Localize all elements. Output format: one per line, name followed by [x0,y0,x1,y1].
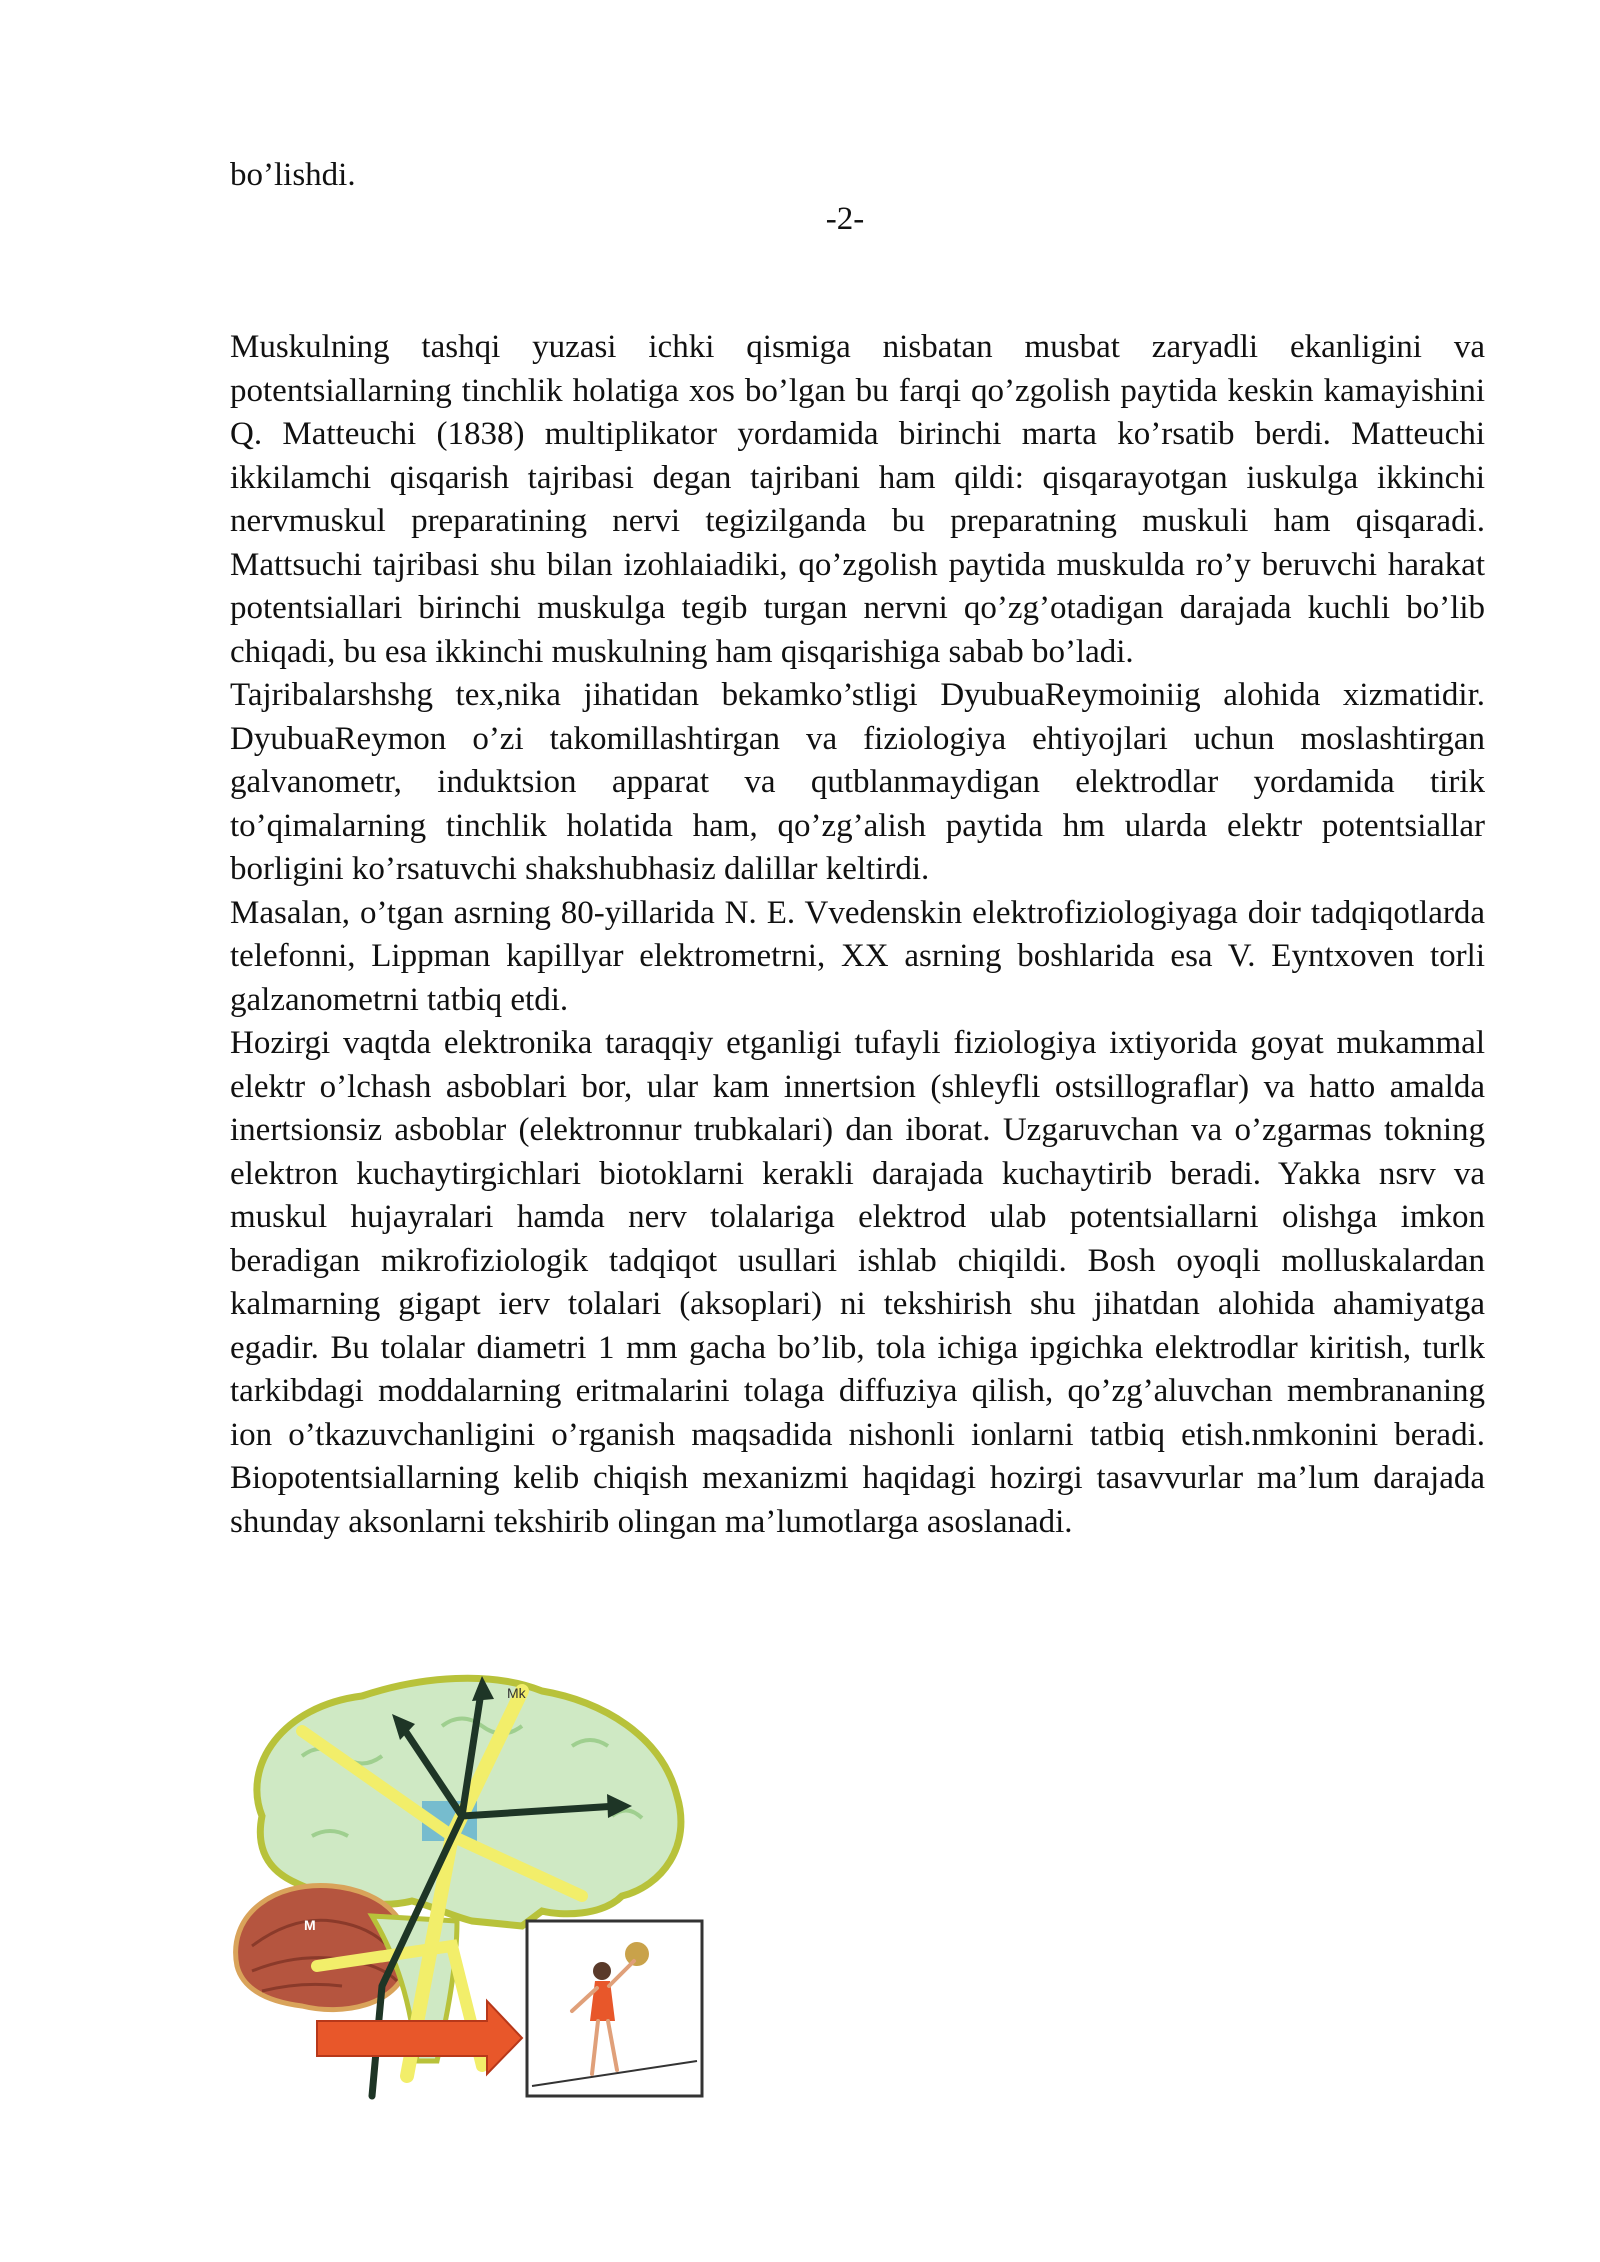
body-text [230,326,1485,1544]
paragraph-dyubua-reymon: Tajribalarshshg tex,nika jihatidan bekamko’stligi DyubuaReymoiniig alohida xizmatidir. DyubuaReymon o’zi takomillashtirgan va fiziologiya ehtiyojlari uchun moslashtirgan galvanometr, induktsion apparat va qutblanmaydigan elektrodlar yordamida tirik to’qimalarning tinchlik holatida ham, qo’zg’alish paytida hm ularda elektr potentsiallar borligini ko’rsatuvchi shakshubhasiz dalillar keltirdi. [230,677,1485,887]
figure-label-top: Mk [507,1685,526,1701]
inset-frame [527,1921,702,2096]
paragraph-vvedenskin: Masalan, o’tgan asrning 80-yillarida N. E. Vvedenskin elektrofiziologiyaga doir tadqiqotlarda telefonni, Lippman kapillyar elektrometrni, XX asrning boshlarida esa V. Eyntxoven torli galzanometrni tatbiq etdi. [230,894,1485,1018]
paragraph-modern-methods: Hozirgi vaqtda elektronika taraqqiy etganligi tufayli fiziologiya ixtiyorida goyat mukammal elektr o’lchash asboblari bor, ular kam innertsion (shleyfli ostsillograflar) va hatto amalda inertsionsiz asboblar (elektronnur trubkalari) dan iborat. Uzgaruvchan va o’zgarmas tokning elektron kuchaytirgichlari biotoklarni kerakli darajada kuchaytirib beradi. Yakka nsrv va muskul hujayralari hamda nerv tolalariga elektrod ulab potentsiallarni olishga imkon beradigan mikrofiziologik tadqiqot usullari ishlab chiqildi. Bosh oyoqli molluskalardan kalmarning gigapt ierv tolalari (aksoplari) ni tekshirish shu jihatdan alohida ahamiyatga egadir. Bu tolalar diametri 1 mm gacha bo’lib, tola ichiga ipgichka elektrodlar kiritish, turlk tarkibdagi moddalarning eritmalarini tolaga diffuziya qilish, qo’zg’aluvchan membrananing ion o’tkazuvchanligini o’rganish maqsadida nishonli ionlarni tatbiq etish.nmkonini beradi. Biopotentsiallarning kelib chiqish mexanizmi haqidagi hozirgi tasavvurlar ma’lum darajada shunday aksonlarni tekshirib olingan ma’lumotlarga asoslanadi. [230,1025,1485,1540]
previous-paragraph-ending: bo’lishdi. [230,157,356,193]
brain-diagram-svg [222,1666,712,2106]
ball-shape [625,1942,649,1966]
brain-pathways-illustration [222,1666,712,2106]
figure-label-left: M [304,1917,316,1933]
page-number: -2- [825,201,865,237]
figure-head [593,1962,611,1980]
paragraph-matteuchi: Muskulning tashqi yuzasi ichki qismiga nisbatan musbat zaryadli ekanligini va potentsiallarning tinchlik holatiga xos bo’lgan bu farqi qo’zgolish paytida keskin kamayishini Q. Matteuchi (1838) multiplikator yordamida birinchi marta ko’rsatib berdi. Matteuchi ikkilamchi qisqarish tajribasi degan tajribani ham qildi: qisqarayotgan iuskulga ikkinchi nervmuskul preparatining nervi tegizilganda bu preparatning muskuli ham qisqaradi. Mattsuchi tajribasi shu bilan izohlaiadiki, qo’zgolish paytida muskulda ro’y beruvchi harakat potentsiallari birinchi muskulga tegib turgan nervni qo’zg’otadigan darajada kuchli bo’lib chiqadi, bu esa ikkinchi muskulning ham qisqarishiga sabab bo’ladi. [230,329,1485,670]
